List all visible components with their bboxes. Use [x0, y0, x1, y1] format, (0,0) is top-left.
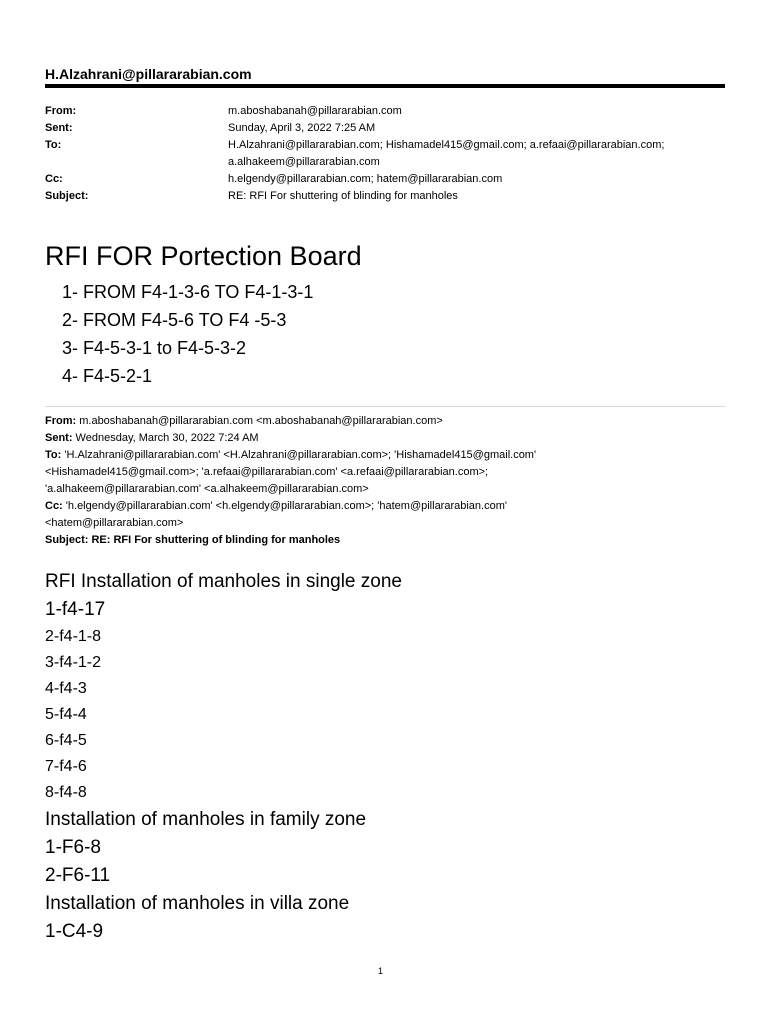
list-item: 2- FROM F4-5-6 TO F4 -5-3	[62, 310, 287, 330]
email-header	[45, 103, 725, 205]
header-label: Cc:	[45, 173, 63, 185]
body-line: 7-f4-6	[45, 758, 87, 775]
body-line: 4-f4-3	[45, 680, 87, 697]
body-line: 1-C4-9	[45, 921, 104, 942]
fwd-to-line-cont: <Hishamadel415@gmail.com>; 'a.refaai@pillararabian.com' <a.refaai@pillararabian.com>;	[45, 466, 489, 478]
fwd-sent-line	[45, 430, 725, 447]
fwd-subject-line	[45, 532, 725, 549]
header-value: H.Alzahrani@pillararabian.com; Hishamadel415@gmail.com; a.refaai@pillararabian.com;	[228, 139, 665, 151]
header-to-row-cont	[45, 154, 725, 171]
fwd-to-line-cont: 'a.alhakeem@pillararabian.com' <a.alhakeem@pillararabian.com>	[45, 483, 369, 495]
body-line: 1-f4-17	[45, 599, 106, 620]
fwd-label: Cc:	[45, 500, 63, 512]
header-divider	[45, 84, 725, 88]
fwd-cc-line	[45, 498, 725, 515]
header-value: RE: RFI For shuttering of blinding for manholes	[228, 190, 458, 202]
header-label: Subject:	[45, 190, 89, 202]
header-label	[45, 154, 228, 171]
body-line: 1-F6-8	[45, 837, 101, 858]
body-line: RFI Installation of manholes in single zone	[45, 571, 402, 592]
body-line: 5-f4-4	[45, 706, 87, 723]
header-to-row	[45, 137, 725, 154]
fwd-value: RE: RFI For shuttering of blinding for manholes	[88, 534, 341, 546]
header-value: h.elgendy@pillararabian.com; hatem@pillararabian.com	[228, 173, 503, 185]
list-item: 3- F4-5-3-1 to F4-5-3-2	[62, 338, 247, 358]
header-label: Sent:	[45, 122, 73, 134]
fwd-label: From:	[45, 415, 77, 427]
fwd-label: To:	[45, 449, 62, 461]
body-line: 2-F6-11	[45, 865, 111, 886]
rfi-list	[62, 278, 362, 390]
fwd-from-line	[45, 413, 725, 430]
body-line: 6-f4-5	[45, 732, 87, 749]
fwd-value: Wednesday, March 30, 2022 7:24 AM	[72, 432, 259, 444]
fwd-value: 'H.Alzahrani@pillararabian.com' <H.Alzahrani@pillararabian.com>; 'Hishamadel415@gmail.com'	[61, 449, 537, 461]
list-item: 4- F4-5-2-1	[62, 366, 153, 386]
header-value: a.alhakeem@pillararabian.com	[228, 156, 380, 168]
fwd-label: Sent:	[45, 432, 73, 444]
fwd-value: m.aboshabanah@pillararabian.com <m.aboshabanah@pillararabian.com>	[76, 415, 443, 427]
body-line: 2-f4-1-8	[45, 628, 102, 645]
body-line: 8-f4-8	[45, 784, 87, 801]
fwd-value: 'h.elgendy@pillararabian.com' <h.elgendy@pillararabian.com>; 'hatem@pillararabian.com'	[62, 500, 507, 512]
header-label: To:	[45, 139, 62, 151]
account-email: H.Alzahrani@pillararabian.com	[45, 66, 252, 82]
fwd-cc-line-cont: <hatem@pillararabian.com>	[45, 517, 184, 529]
header-from-row	[45, 103, 725, 120]
header-cc-row	[45, 171, 725, 188]
forwarded-body	[45, 568, 725, 946]
fwd-to-line	[45, 447, 725, 464]
header-label: From:	[45, 105, 77, 117]
list-item: 1- FROM F4-1-3-6 TO F4-1-3-1	[62, 282, 314, 302]
page-number: 1	[378, 966, 384, 976]
body-line: 3-f4-1-2	[45, 654, 102, 671]
header-sent-row	[45, 120, 725, 137]
header-value: m.aboshabanah@pillararabian.com	[228, 105, 402, 117]
header-subject-row	[45, 188, 725, 205]
fwd-label: Subject:	[45, 534, 89, 546]
body-line: Installation of manholes in family zone	[45, 809, 367, 830]
body-line: Installation of manholes in villa zone	[45, 893, 350, 914]
forwarded-header	[45, 413, 725, 549]
message-divider	[45, 406, 725, 407]
message-body	[45, 238, 362, 390]
message-title: RFI FOR Portection Board	[45, 241, 362, 271]
header-value: Sunday, April 3, 2022 7:25 AM	[228, 122, 376, 134]
